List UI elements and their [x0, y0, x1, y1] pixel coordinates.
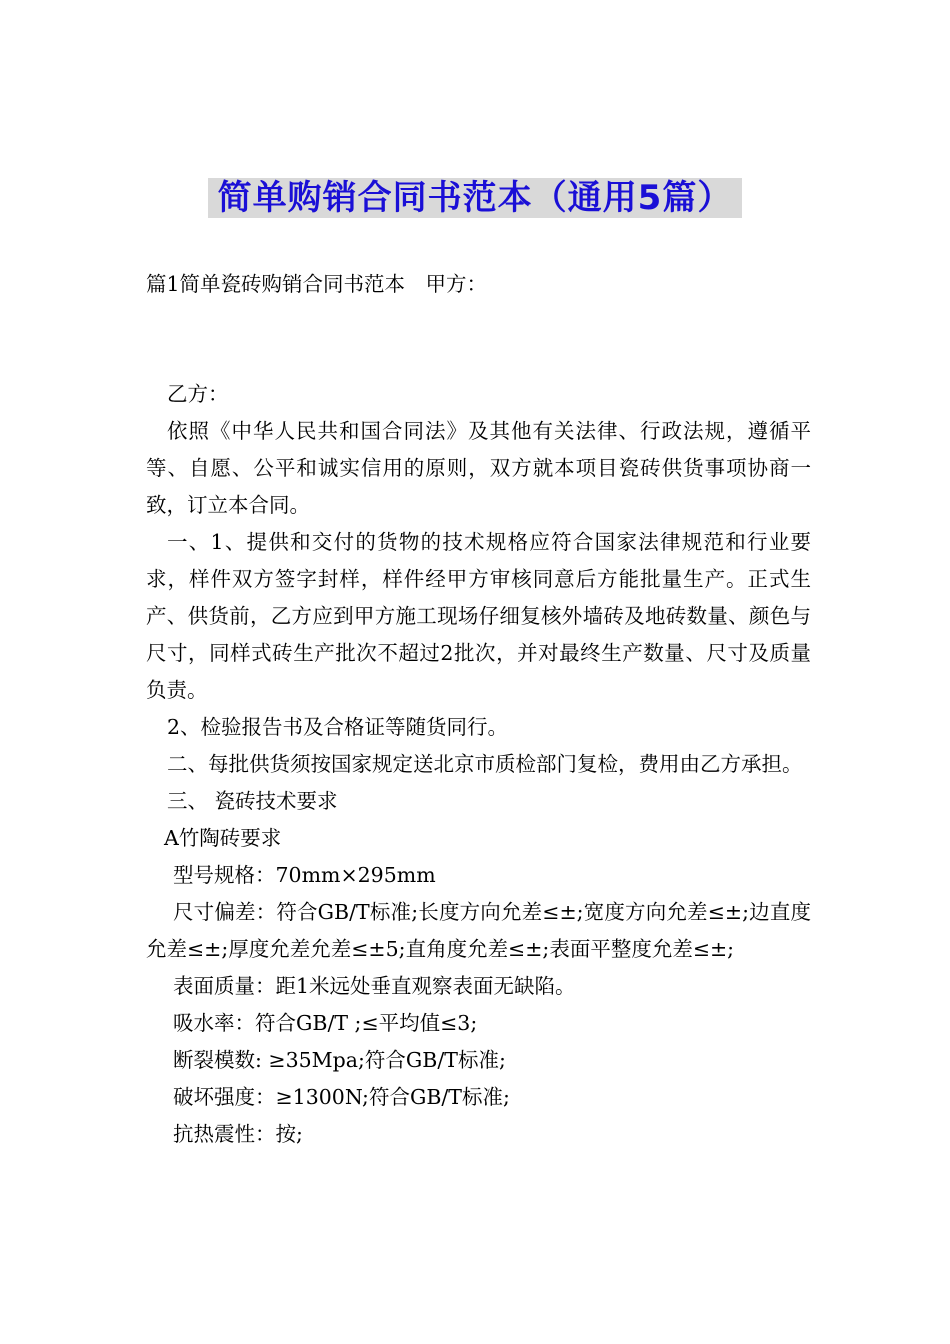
- paragraph-spec-thermal: 抗热震性：按;: [173, 1122, 303, 1146]
- paragraph-spec-tolerance: 尺寸偏差：符合GB/T标准;长度方向允差≤±;宽度方向允差≤±;边直度允差≤±;厚度允差允差≤±5;直角度允差≤±;表面平整度允差≤±;: [146, 900, 811, 961]
- paragraph-clause-2: 二、每批供货须按国家规定送北京市质检部门复检，费用由乙方承担。: [167, 752, 803, 776]
- paragraph-clause-1: 一、1、提供和交付的货物的技术规格应符合国家法律规范和行业要求，样件双方签字封样，样件经甲方审核同意后方能批量生产。正式生产、供货前，乙方应到甲方施工现场仔细复核外墙砖及地砖数量、颜色与尺寸，同样式砖生产批次不超过2批次，并对最终生产数量、尺寸及质量负责。: [146, 530, 811, 702]
- paragraph-spec-surface: 表面质量：距1米远处垂直观察表面无缺陷。: [173, 974, 576, 998]
- paragraph-spec-strength: 破坏强度：≥1300N;符合GB/T标准;: [173, 1085, 510, 1109]
- paragraph-party-b: 乙方：: [167, 382, 229, 406]
- document-body: [146, 376, 811, 1153]
- title-container: [0, 178, 950, 218]
- document-title: 简单购销合同书范本（通用5篇）: [208, 178, 743, 218]
- paragraph-intro: 依照《中华人民共和国合同法》及其他有关法律、行政法规，遵循平等、自愿、公平和诚实信用的原则，双方就本项目瓷砖供货事项协商一致，订立本合同。: [146, 419, 811, 517]
- section-heading: 篇1简单瓷砖购销合同书范本 甲方：: [146, 272, 488, 296]
- paragraph-spec-modulus: 断裂模数: ≥35Mpa;符合GB/T标准;: [173, 1048, 506, 1072]
- paragraph-clause-3: 三、 瓷砖技术要求: [167, 789, 338, 813]
- paragraph-clause-1-2: 2、检验报告书及合格证等随货同行。: [167, 715, 509, 739]
- paragraph-a-requirements: A竹陶砖要求: [164, 826, 282, 850]
- paragraph-spec-absorption: 吸水率：符合GB/T ;≤平均值≤3;: [173, 1011, 478, 1035]
- paragraph-spec-model: 型号规格：70mm×295mm: [173, 863, 436, 887]
